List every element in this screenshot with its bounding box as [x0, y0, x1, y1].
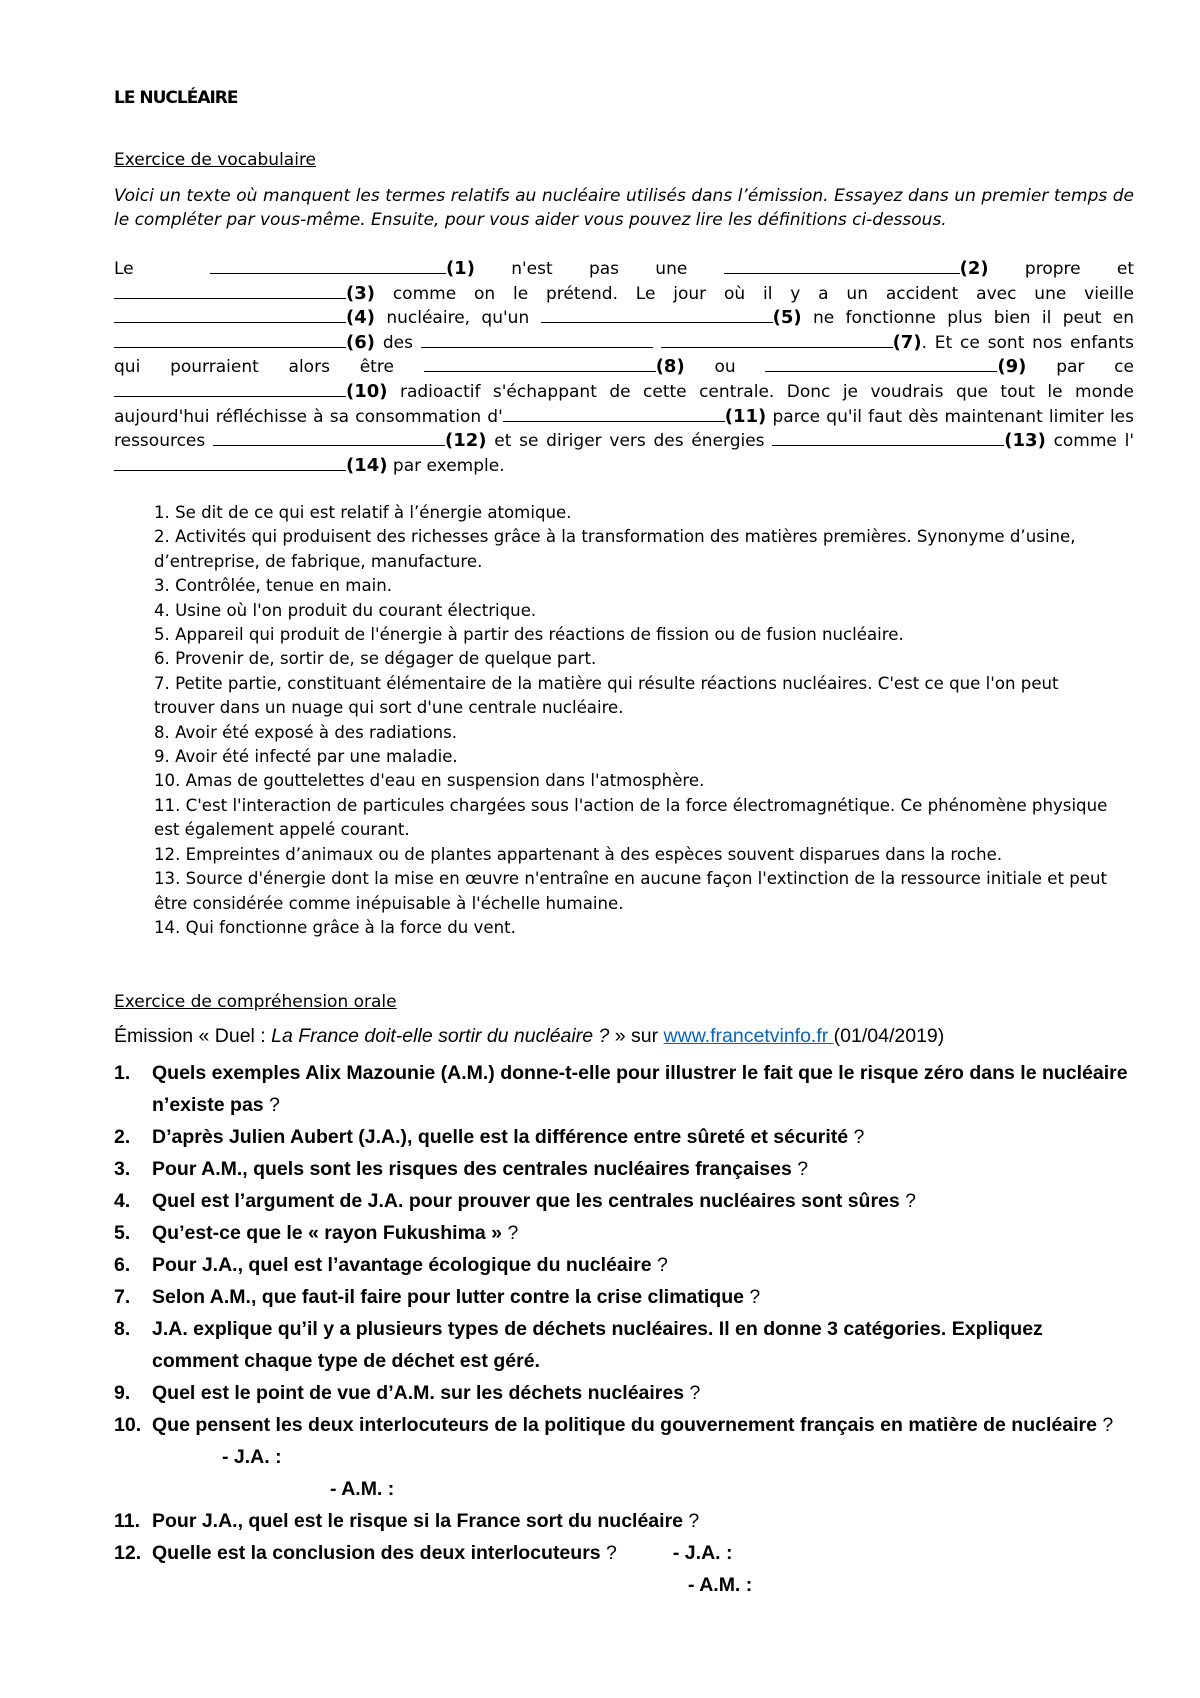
question-text: Pour J.A., quel est l’avantage écologique du nucléaire	[152, 1254, 652, 1276]
question-item	[114, 1249, 1134, 1281]
blank-number: (1)	[445, 258, 475, 279]
definition-item: 10. Amas de gouttelettes d'eau en suspension dans l'atmosphère.	[154, 771, 705, 791]
emission-line	[114, 1025, 944, 1048]
question-text: D’après Julien Aubert (J.A.), quelle est la différence entre sûreté et sécurité	[152, 1126, 849, 1148]
question-item	[114, 1377, 1134, 1409]
definition-item: 8. Avoir été exposé à des radiations.	[154, 722, 458, 742]
cloze-segment: des	[382, 332, 413, 353]
question-mark: ?	[263, 1094, 280, 1116]
definition-item: 2. Activités qui produisent des richesses grâce à la transformation des matières premières. Synonyme d’usine, d’entreprise, de fabrique, manufacture.	[154, 527, 1076, 571]
question-mark: ?	[651, 1254, 668, 1276]
cloze-segment: ou	[714, 357, 736, 378]
question-text: Selon A.M., que faut-il faire pour lutter contre la crise climatique	[152, 1286, 744, 1308]
question-mark: ?	[791, 1158, 809, 1180]
question-item	[114, 1281, 1134, 1313]
cloze-segment: nucléaire, qu'un	[386, 308, 530, 329]
question-number: 10.	[114, 1414, 142, 1436]
emission-prefix: Émission « Duel :	[114, 1025, 272, 1047]
question-item	[114, 1121, 1134, 1153]
blank-number: (14)	[346, 454, 388, 476]
cloze-segment: et se diriger vers des énergies	[494, 431, 765, 452]
francetvinfo-link[interactable]: www.francetvinfo.fr	[663, 1025, 834, 1047]
blank-number: (7)	[892, 331, 922, 353]
emission-date: (01/04/2019)	[833, 1025, 945, 1047]
answer-label-ja: - J.A. :	[672, 1542, 733, 1564]
cloze-segment: ne fonctionne plus bien il peut en	[812, 308, 1134, 329]
page-title: LE NUCLÉAIRE	[114, 88, 238, 108]
question-text: Pour J.A., quel est le risque si la France sort du nucléaire	[152, 1510, 684, 1532]
blank-1[interactable]	[210, 257, 446, 274]
question-item	[114, 1505, 1134, 1537]
comprehension-heading: Exercice de compréhension orale	[114, 992, 397, 1012]
question-number: 6.	[114, 1254, 131, 1276]
question-number: 7.	[114, 1286, 131, 1308]
blank-8[interactable]	[424, 355, 656, 372]
definition-item: 3. Contrôlée, tenue en main.	[154, 576, 393, 596]
question-mark: ?	[848, 1126, 865, 1148]
question-number: 11.	[114, 1510, 141, 1532]
cloze-segment: par ce	[1056, 357, 1134, 378]
question-mark: ?	[684, 1382, 701, 1404]
cloze-segment: par exemple.	[392, 455, 505, 476]
cloze-segment: n'est pas une	[511, 259, 688, 279]
question-text: Quel est le point de vue d’A.M. sur les déchets nucléaires	[152, 1382, 685, 1404]
definition-item: 13. Source d'énergie dont la mise en œuvre n'entraîne en aucune façon l'extinction de la ressource initiale et peut être considérée comme inépuisable à l'échelle humaine.	[154, 869, 1107, 913]
blank-number: (13)	[1004, 430, 1046, 452]
question-number: 5.	[114, 1222, 131, 1244]
blank-11[interactable]	[503, 405, 725, 422]
blank-6[interactable]	[114, 331, 346, 348]
definition-item: 4. Usine où l'on produit du courant électrique.	[154, 600, 537, 620]
question-item	[114, 1153, 1134, 1185]
definition-item: 5. Appareil qui produit de l'énergie à partir des réactions de fission ou de fusion nucléaire.	[154, 625, 904, 645]
cloze-segment: . Et ce sont nos enfants qui pourraient alors être	[114, 332, 1134, 378]
blank-2[interactable]	[724, 257, 960, 274]
blank-7[interactable]	[661, 331, 893, 348]
blank-number: (10)	[346, 380, 388, 402]
blank-3[interactable]	[114, 282, 346, 299]
question-number: 4.	[114, 1190, 131, 1212]
cloze-segment: parce qu'il faut dès maintenant limiter les ressources	[114, 406, 1134, 452]
blank-number: (6)	[346, 331, 375, 353]
question-text: Qu’est-ce que le « rayon Fukushima »	[152, 1222, 503, 1244]
answer-label-ja: - J.A. :	[222, 1446, 282, 1468]
question-item	[114, 1409, 1134, 1505]
definition-item: 7. Petite partie, constituant élémentaire de la matière qui résulte réactions nucléaires. C'est ce que l'on peut trouver dans un nuage qui sort d'une centrale nucléaire.	[154, 673, 1059, 718]
questions-list	[114, 1057, 1134, 1601]
cloze-text	[114, 257, 1134, 478]
question-item	[114, 1313, 1134, 1377]
question-text: Pour A.M., quels sont les risques des centrales nucléaires françaises	[152, 1158, 792, 1180]
question-mark: ?	[600, 1542, 617, 1564]
blank-number: (8)	[655, 356, 685, 378]
definition-item: 12. Empreintes d’animaux ou de plantes appartenant à des espèces souvent disparues dans la roche.	[154, 844, 1003, 864]
question-number: 8.	[114, 1318, 131, 1340]
question-text: Que pensent les deux interlocuteurs de la politique du gouvernement français en matière de nucléaire	[152, 1414, 1097, 1436]
definition-item: 1. Se dit de ce qui est relatif à l’énergie atomique.	[154, 503, 572, 522]
blank-9[interactable]	[765, 355, 997, 372]
vocab-heading: Exercice de vocabulaire	[114, 150, 317, 170]
blank-number: (12)	[445, 430, 487, 452]
blank-number: (4)	[346, 307, 375, 329]
blank-7a[interactable]	[421, 331, 653, 348]
question-number: 2.	[114, 1126, 131, 1148]
cloze-segment: comme l'	[1053, 431, 1135, 452]
question-mark: ?	[502, 1222, 519, 1244]
blank-number: (11)	[724, 405, 767, 427]
question-number: 9.	[114, 1382, 131, 1404]
definition-item: 14. Qui fonctionne grâce à la force du vent.	[154, 917, 516, 937]
question-mark: ?	[1096, 1414, 1114, 1436]
blank-4[interactable]	[114, 306, 346, 323]
question-item	[114, 1057, 1134, 1121]
question-item	[114, 1185, 1134, 1217]
blank-number: (5)	[772, 307, 802, 329]
blank-number: (9)	[997, 356, 1027, 378]
emission-title: La France doit-elle sortir du nucléaire ?	[271, 1025, 610, 1047]
question-text: J.A. explique qu’il y a plusieurs types de déchets nucléaires. Il en donne 3 catégories. Expliquez comment chaque type de déchet est géré.	[152, 1318, 1043, 1372]
vocab-intro: Voici un texte où manquent les termes relatifs au nucléaire utilisés dans l’émission. Essayez dans un premier temps de le compléter par vous-même. Ensuite, pour vous aider vous pouvez lire les définitions ci-dessous.	[114, 186, 1134, 230]
emission-mid: » sur	[609, 1025, 664, 1047]
question-item	[114, 1217, 1134, 1249]
answer-label-am: - A.M. :	[688, 1574, 753, 1596]
blank-12[interactable]	[213, 429, 445, 446]
blank-10[interactable]	[114, 380, 346, 397]
question-number: 3.	[114, 1158, 131, 1180]
definitions-list	[154, 501, 1114, 940]
cloze-segment: Le	[114, 259, 134, 279]
question-text: Quels exemples Alix Mazounie (A.M.) donne-t-elle pour illustrer le fait que le risque zéro dans le nucléaire n’existe pas	[152, 1062, 1128, 1116]
blank-number: (2)	[959, 258, 989, 279]
question-text: Quel est l’argument de J.A. pour prouver que les centrales nucléaires sont sûres	[152, 1190, 900, 1212]
question-mark: ?	[899, 1190, 917, 1212]
question-item	[114, 1537, 1134, 1601]
definition-item: 11. C'est l'interaction de particules chargées sous l'action de la force électromagnétique. Ce phénomène physique est également appelé courant.	[154, 795, 1108, 840]
blank-13[interactable]	[772, 429, 1004, 446]
definition-item: 6. Provenir de, sortir de, se dégager de quelque part.	[154, 649, 597, 669]
blank-number: (3)	[346, 282, 375, 304]
question-mark: ?	[743, 1286, 761, 1308]
cloze-segment: propre et	[1024, 259, 1135, 279]
cloze-segment: comme on le prétend. Le jour où il y a un accident avec une vieille	[392, 283, 1135, 304]
question-number: 12.	[114, 1542, 142, 1564]
answer-label-am: - A.M. :	[330, 1478, 395, 1500]
blank-5[interactable]	[541, 306, 773, 323]
blank-14[interactable]	[114, 454, 346, 471]
question-number: 1.	[114, 1062, 131, 1084]
cloze-segment: radioactif s'échappant de cette centrale. Donc je voudrais que tout le monde aujourd'hui réfléchisse à sa consommation d'	[114, 381, 1135, 427]
question-text: Quelle est la conclusion des deux interlocuteurs	[152, 1542, 601, 1564]
question-mark: ?	[683, 1510, 700, 1532]
definition-item: 9. Avoir été infecté par une maladie.	[154, 747, 458, 767]
